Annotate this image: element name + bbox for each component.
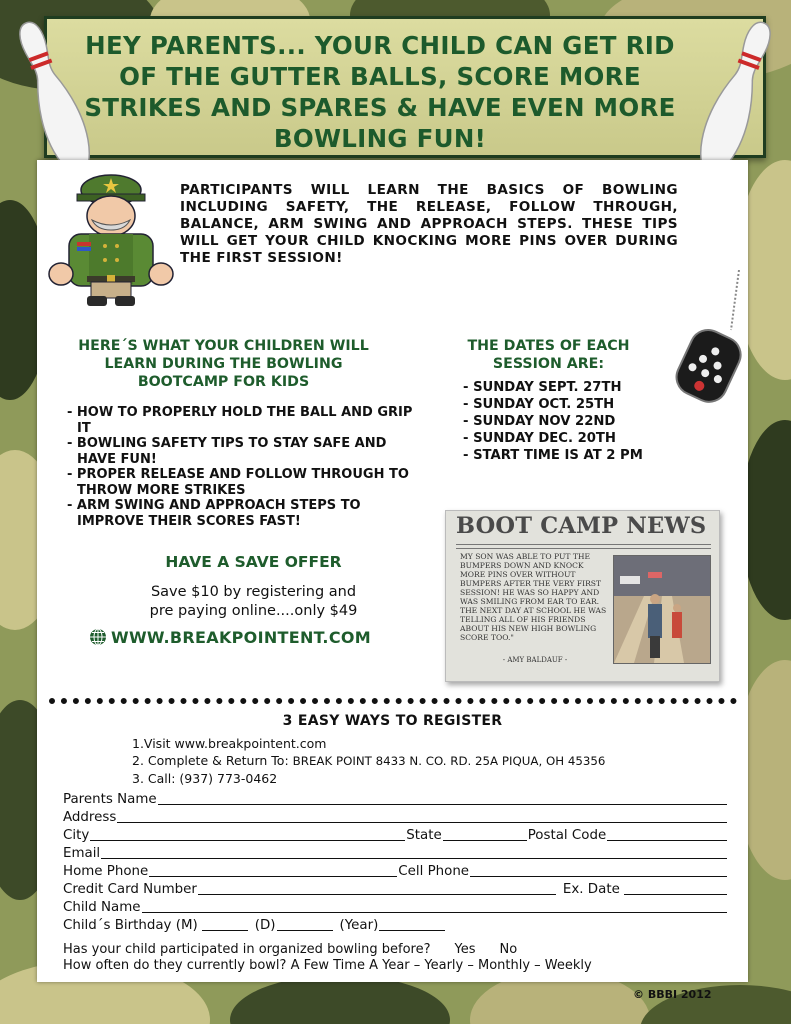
address-field[interactable] bbox=[63, 809, 728, 827]
birthday-label: Child´s Birthday (M) bbox=[63, 918, 198, 933]
parents-name-field[interactable] bbox=[63, 791, 728, 809]
list-item: - SUNDAY OCT. 25TH bbox=[463, 397, 615, 412]
offer-line-1: Save $10 by registering and bbox=[150, 584, 357, 600]
news-title: BOOT CAMP NEWS bbox=[456, 513, 707, 539]
birthday-year-label: (Year) bbox=[339, 918, 379, 933]
learn-list bbox=[62, 405, 422, 529]
step-3: 3. Call: (937) 773-0462 bbox=[132, 771, 278, 786]
list-item: - SUNDAY SEPT. 27TH bbox=[463, 380, 622, 395]
drill-sergeant-illustration bbox=[47, 172, 177, 312]
list-item: - SUNDAY DEC. 20TH bbox=[463, 431, 616, 446]
parents-name-line[interactable] bbox=[158, 804, 727, 805]
list-item: - SUNDAY NOV 22ND bbox=[463, 414, 616, 429]
home-phone-label: Home Phone bbox=[63, 864, 149, 879]
content-sheet bbox=[37, 160, 748, 982]
news-rule bbox=[456, 544, 711, 549]
register-heading: 3 EASY WAYS TO REGISTER bbox=[282, 713, 503, 729]
step-2-label: 2. Complete & Return To: bbox=[132, 753, 289, 768]
website-link[interactable] bbox=[89, 628, 371, 647]
postal-code-label: Postal Code bbox=[527, 828, 607, 843]
parents-name-label: Parents Name bbox=[63, 792, 157, 807]
list-item: - HOW TO PROPERLY HOLD THE BALL AND GRIP IT bbox=[67, 405, 413, 436]
intro-paragraph: PARTICIPANTS WILL LEARN THE BASICS OF BOWLING INCLUDING SAFETY, THE RELEASE, FOLLOW THROUGH, BALANCE, ARM SWING AND APPROACH STEPS. THESE TIPS WILL GET YOUR CHILD KNOCKING MORE PINS OVER DURING THE FIRST SESSION! bbox=[180, 182, 678, 266]
state-line[interactable] bbox=[443, 840, 527, 841]
learn-heading: HERE´S WHAT YOUR CHILDREN WILL LEARN DURING THE BOWLING BOOTCAMP FOR KIDS bbox=[78, 338, 369, 390]
state-label: State bbox=[406, 828, 442, 843]
home-phone-line[interactable] bbox=[149, 876, 397, 877]
birthday-day-label: (D) bbox=[254, 918, 276, 933]
city-label: City bbox=[63, 828, 90, 843]
exp-date-label: Ex. Date bbox=[562, 882, 620, 897]
address-line[interactable] bbox=[117, 822, 727, 823]
child-name-field[interactable] bbox=[63, 899, 728, 917]
credit-card-label: Credit Card Number bbox=[63, 882, 197, 897]
list-item: - ARM SWING AND APPROACH STEPS TO IMPROVE THEIR SCORES FAST! bbox=[67, 498, 361, 529]
phone-row bbox=[63, 863, 728, 881]
step-1: 1.Visit www.breakpointent.com bbox=[132, 736, 327, 751]
step-2-address: BREAK POINT 8433 N. CO. RD. 25A PIQUA, OH 45356 bbox=[292, 754, 606, 768]
postal-code-line[interactable] bbox=[607, 840, 727, 841]
copyright: © BBBI 2012 bbox=[633, 988, 712, 1001]
bowling-pin-right-icon bbox=[696, 14, 776, 184]
cell-phone-line[interactable] bbox=[470, 876, 727, 877]
child-name-label: Child Name bbox=[63, 900, 141, 915]
city-line[interactable] bbox=[90, 840, 405, 841]
credit-card-line[interactable] bbox=[198, 894, 556, 895]
q1-text: Has your child participated in organized bowling before? bbox=[63, 942, 431, 957]
list-item: - PROPER RELEASE AND FOLLOW THROUGH TO THROW MORE STRIKES bbox=[67, 467, 409, 498]
boot-camp-news-clipping bbox=[445, 510, 720, 682]
email-field[interactable] bbox=[63, 845, 728, 863]
child-name-line[interactable] bbox=[142, 912, 727, 913]
dog-tag-icon bbox=[669, 270, 749, 410]
list-item: - BOWLING SAFETY TIPS TO STAY SAFE AND HAVE FUN! bbox=[67, 436, 387, 467]
list-item: - START TIME IS AT 2 PM bbox=[463, 448, 643, 463]
address-label: Address bbox=[63, 810, 117, 825]
register-steps bbox=[132, 735, 605, 787]
birthday-month-line[interactable] bbox=[202, 930, 248, 931]
birthday-day-line[interactable] bbox=[277, 930, 333, 931]
step-2 bbox=[132, 752, 605, 770]
city-state-postal-row bbox=[63, 827, 728, 845]
offer-line-2: pre paying online....only $49 bbox=[149, 603, 358, 619]
offer-heading: HAVE A SAVE OFFER bbox=[165, 553, 342, 571]
q1-no-option[interactable]: No bbox=[499, 942, 518, 957]
news-quote: MY SON WAS ABLE TO PUT THE BUMPERS DOWN AND KNOCK MORE PINS OVER WITHOUT BUMPERS AFTER THE VERY FIRST SESSION! HE WAS SO HAPPY AND WAS SMILING FROM EAR TO EAR. THE NEXT DAY AT SCHOOL HE WAS TELLING ALL OF HIS FRIENDS ABOUT HIS NEW HIGH BOWLING SCORE TOO." bbox=[460, 552, 607, 642]
credit-card-row bbox=[63, 881, 728, 899]
headline: HEY PARENTS... YOUR CHILD CAN GET RID OF THE GUTTER BALLS, SCORE MORE STRIKES AND SPARES & HAVE EVEN MORE BOWLING FUN! bbox=[84, 31, 676, 153]
bowling-pin-left-icon bbox=[14, 14, 94, 184]
birthday-year-line[interactable] bbox=[379, 930, 445, 931]
exp-date-line[interactable] bbox=[624, 894, 727, 895]
news-author: - AMY BALDAUF - bbox=[502, 656, 568, 664]
website-text: WWW.BREAKPOINTENT.COM bbox=[111, 628, 371, 647]
email-line[interactable] bbox=[101, 858, 727, 859]
globe-icon bbox=[89, 628, 107, 646]
email-label: Email bbox=[63, 846, 101, 861]
offer-text bbox=[97, 583, 410, 621]
registration-form bbox=[63, 791, 728, 975]
cell-phone-label: Cell Phone bbox=[398, 864, 470, 879]
birthday-row bbox=[63, 917, 728, 935]
dates-list bbox=[463, 379, 643, 464]
cut-line-divider bbox=[49, 698, 737, 704]
bowl-frequency-question[interactable]: How often do they currently bowl? A Few Time A Year – Yearly – Monthly – Weekly bbox=[63, 958, 592, 973]
q1-yes-option[interactable]: Yes bbox=[454, 942, 476, 957]
dates-heading: THE DATES OF EACH SESSION ARE: bbox=[467, 338, 630, 372]
bowling-alley-photo bbox=[613, 555, 711, 664]
